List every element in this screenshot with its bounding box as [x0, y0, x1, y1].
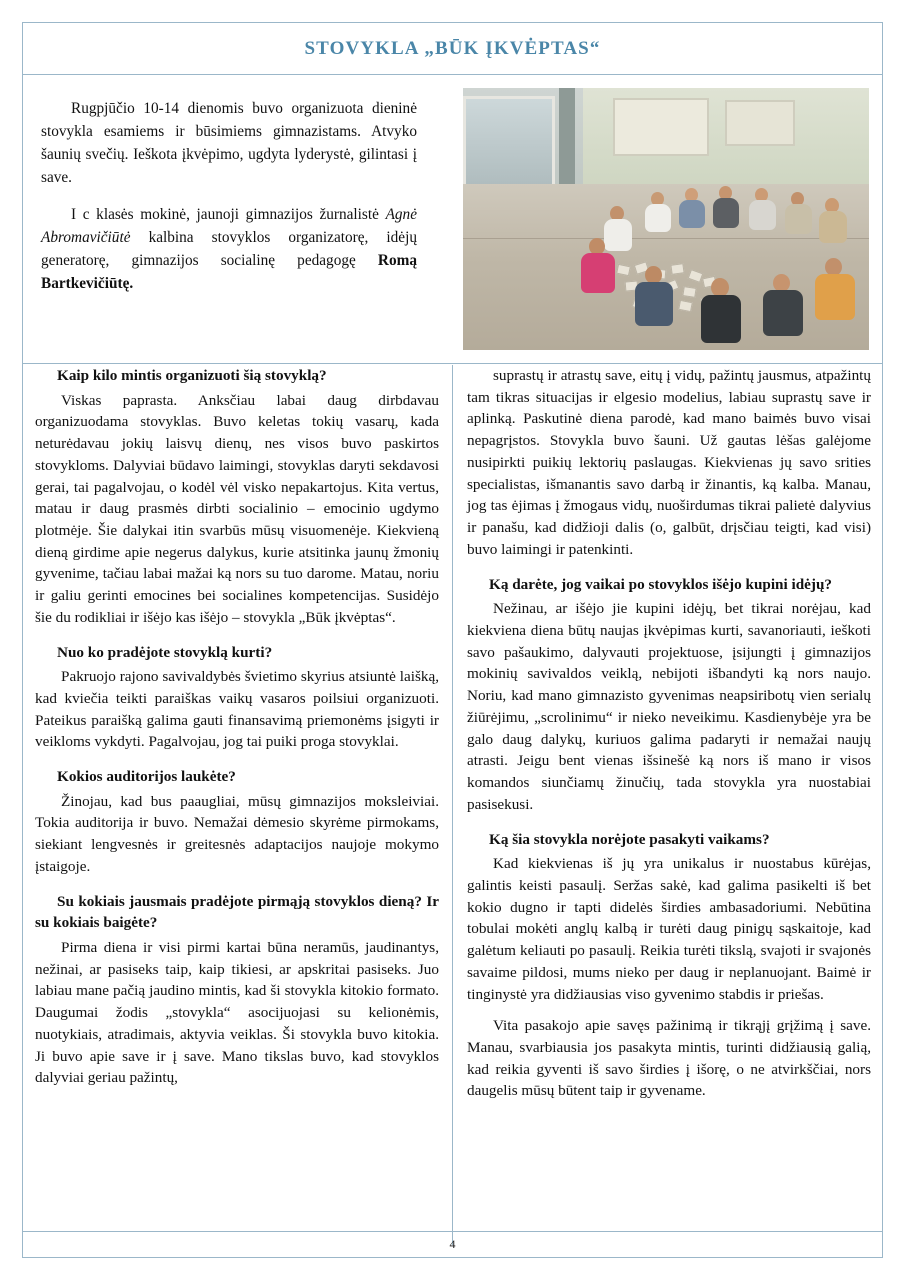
interview-answer: Pakruojo rajono savivaldybės švietimo skyrius atsiuntė laišką, kad kviečia teikti paraiškas vaikų vasaros poilsiui organizuoti. Pateikus paraišką galima gauti finansavimą priemonėms įsigyti ir veikloms vykdyti. Pagalvojau, jog tai puiki proga stovyklai. — [35, 668, 439, 751]
page-header — [23, 23, 882, 75]
interview-question: Kokios auditorijos laukėte? — [57, 768, 236, 786]
intro-section — [23, 76, 882, 364]
intro-paragraph-2 — [41, 204, 417, 296]
photo-notice-board-2 — [725, 100, 795, 146]
intro-p2-part2: kalbina stovyklos organizatorę, idėjų generatorę, gimnazijos socialinę pedagogę — [41, 228, 417, 269]
interview-answer: Kad kiekvienas iš jų yra unikalus ir nuostabus kūrėjas, galintis keisti pasaulį. Seržas sakė, kad galima pasikelti iš bet kokio dugno ir tapti didelės širdies ambasadoriumi. Nebūtina tobulai mokėti anglų kalbą ir turėti daug pinigų sąskaitoje, kad galėtum keliauti po pasaulį. Reikia turėti tikslą, svajoti ir svajonės savaime pildosi, mums nieko per daug ir neplanuojant. Baimė ir tinginystė yra didžiausias viso gyvenimo stabdis ir priešas. — [467, 855, 871, 1003]
interview-question: Nuo ko pradėjote stovyklą kurti? — [57, 643, 273, 661]
intro-paragraph-1: Rugpjūčio 10-14 dienomis buvo organizuota dieninė stovykla esamiems ir būsimiems gimnazistams. Atvyko šaunių svečių. Ieškota įkvėpimo, ugdyta lyderystė, gilintasi į save. — [41, 100, 417, 186]
photo-window — [463, 96, 555, 192]
page-title: STOVYKLA „BŪK ĮKVĖPTAS“ — [304, 37, 601, 59]
interview-answer: Vita pasakojo apie savęs pažinimą ir tikrąjį grįžimą į save. Manau, svarbiausia jos pasakyta mintis, turinti didžiausią galią, kad reikia gyventi iš savo širdies į išorę, o ne atvirkščiai, nors daugelis mūsų būtent taip ir gyvename. — [467, 1017, 871, 1100]
camp-photo — [463, 88, 869, 350]
article-body — [23, 365, 882, 1250]
interview-question: Su kokiais jausmais pradėjote pirmąją stovyklos dieną? Ir su kokiais baigėte? — [35, 892, 439, 932]
interview-question: Ką šia stovykla norėjote pasakyti vaikams? — [489, 830, 770, 848]
interview-answer: Žinojau, kad bus paaugliai, mūsų gimnazijos moksleiviai. Tokia auditorija ir buvo. Nemažai dėmesio skyrėme pirmokams, siekiant lengvesnės ir greitesnės adaptacijos naujoje mokymo įstaigoje. — [35, 792, 439, 875]
interview-answer: Pirma diena ir visi pirmi kartai būna neramūs, jaudinantys, nežinai, ar pasiseks taip, kaip tikiesi, ar apskritai pasiseks. Juo labiau mane pačią jaudino mintis, kad ši stovykla kitokio formato. Daugumai žodis „stovykla“ asocijuojasi su kelionėmis, nuotykiais, atradimais, aktyvia veiklas. Ši stovykla buvo kitokia. Ji buvo apie save ir į save. Mano tikslas buvo, kad stovyklos dalyviai geriau pažintų, — [35, 938, 439, 1087]
interview-question: Kaip kilo mintis organizuoti šią stovyklą? — [57, 367, 327, 384]
page-border-right — [882, 22, 883, 1258]
column-divider — [452, 365, 453, 1245]
interview-answer: Viskas paprasta. Anksčiau labai daug dirbdavau organizuodama stovyklas. Buvo keletas tokių vasarų, kada neturėdavau jokių laisvų dienų, nes visos buvo paskirtos stovykloms. Dalyviai būdavo laimingi, stovyklas daryti sekdavosi gerai, tai pagalvojau, o kodėl vėl visko nepakartojus. Kita vertus, matau ir daug prasmės dirbti socialinio – emocinio ugdymo plotmėje. Šie dalykai itin svarbūs mūsų visuomenėje. Kiekvieną dieną girdime apie negerus dalykus, kurie atsitinka jaunų žmonių gyvenime, tačiau labai mažai ką nors su tuo darome. Matau, noriu ir galiu gerinti emocines bei socialines kompetencijas. Susidėjo šie du rodikliai ir išėjo kas išėjo – stovykla „Būk įkvėptas“. — [35, 391, 439, 626]
intro-text-column — [23, 98, 433, 310]
page-footer — [23, 1231, 882, 1257]
organizer-name: Romą Bartkevičiūtę. — [41, 251, 417, 292]
article-column-right — [467, 365, 871, 1112]
camp-photo-image — [463, 88, 869, 350]
photo-notice-board — [613, 98, 709, 156]
photo-floor-seam — [463, 238, 869, 239]
page-number: 4 — [449, 1237, 456, 1251]
journalist-name: Agnė Abromavičiūtė — [41, 205, 417, 246]
article-column-left — [35, 365, 439, 1099]
interview-question: Ką darėte, jog vaikai po stovyklos išėjo kupini idėjų? — [489, 575, 833, 593]
interview-answer: suprastų ir atrastų save, eitų į vidų, pažintų jausmus, atpažintų tam tikras situacijas ir elgesio modelius, labiau suprastų save ir aplinką. Paskutinė diena parodė, kad mano baimės buvo visai nepagrįstos. Stovykla buvo šauni. Už gautas lėšas galėjome nusipirkti puikių lektorių paslaugas. Kiekvienas jų savo srities specialistas, išmanantis savo darbą ir žinantis, ką kalba. Manau, jog tas ėjimas į žmogaus vidų, nuoširdumas tikrai palietė dalyvius ir panašu, kad didžioji dalis (o, galbūt, drįsčiau teigti, kad visi) buvo laimingi ir patenkinti. — [467, 367, 871, 558]
page-border-bottom — [22, 1257, 883, 1258]
interview-answer: Nežinau, ar išėjo jie kupini idėjų, bet tikrai norėjau, kad kiekviena diena būtų naujas įkvėpimas kurti, savanoriauti, ieškoti savo pašaukimo, dalyvauti projektuose, įsijungti į gimnazijos mokinių savivaldos veiklą, nebijoti išbandyti ką nors naujo. Noriu, kad mano gimnazisto gyvenimas neapsiribotų vien serialų žiūrėjimu, „scrolinimu“ ir nieko neveikimu. Kasdienybėje yra be galo daug dalykų, kuriuos galima padaryti ir nemažai naujų atrasti. Jeigu bent vienas išsinešė ką nors iš mano ir visos komandos siunčiamų žinučių, tada stovykla yra nuostabiai pasisekusi. — [467, 600, 871, 813]
intro-p2-part1: I c klasės mokinė, jaunoji gimnazijos žurnalistė — [71, 205, 386, 223]
